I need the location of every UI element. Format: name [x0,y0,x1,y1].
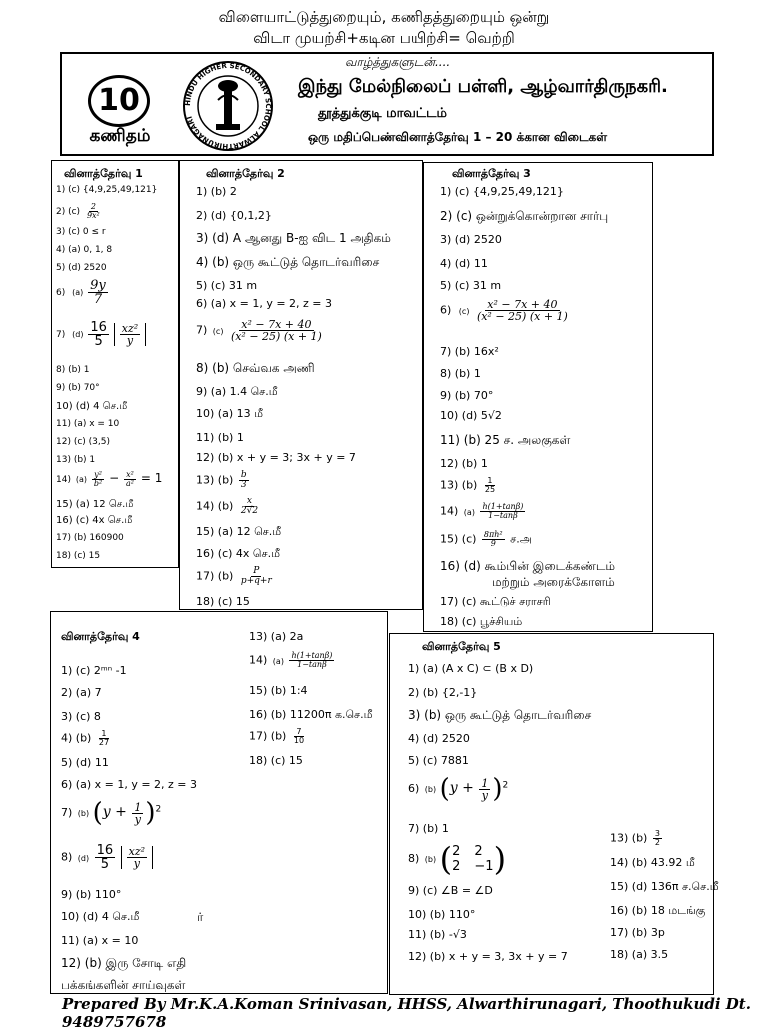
list-item: 3) (c) 8 [61,710,101,723]
list-item: 16) (b) 18 மடங்கு [610,904,706,917]
list-item: 8) (b) 1 [56,365,90,375]
footer-credit: Prepared By Mr.K.A.Koman Srinivasan, HHSS, Alwarthirunagari, Thoothukudi Dt. 9489757678 [62,995,751,1031]
test-5-box [389,633,719,995]
seal-text: HINDU HIGHER SECONDARY SCHOOL ALWARTHIRUNAGARI [183,61,273,151]
matrix: 2 2 2 −1 [452,844,494,874]
list-item: 10) (a) 13 மீ [196,407,263,420]
list-item: 10) (d) 4 செ.மீ [61,910,140,923]
subject-label: கணிதம் [89,126,151,146]
test-1-title: வினாத்தேர்வு 1 [64,167,143,180]
list-item: 9) (c) ∠B = ∠D [408,884,493,897]
list-item: 18) (c) 15 [56,551,101,561]
list-item: 4) (d) 11 [440,257,488,270]
list-item: 8) (b) ( 2 2 2 −1 ) [408,840,507,878]
list-item: 2) (b) {2,-1} [408,686,478,699]
list-item: 5) (c) 7881 [408,754,469,767]
test-3-box [423,162,653,632]
list-item: 13) (a) 2a [249,630,304,643]
list-item: 18) (c) பூச்சியம் [440,615,523,628]
list-item: 3) (c) 0 ≤ r [56,227,106,237]
list-item: 1) (b) 2 [196,185,237,198]
list-item: 17) (c) கூட்டுச் சராசரி [440,595,551,608]
list-item: 2) (c) ஒன்றுக்கொன்றான சார்பு [440,209,609,223]
list-item: 1) (c) {4,9,25,49,121} [56,185,158,195]
list-item: 14) (a) $\frac{h(1+\tan\beta)}{1-\tan\beta}$ [440,502,524,520]
list-item: 13) (b) 1 [56,455,96,465]
test-1-box [51,160,179,568]
list-item: 16) (b) 11200π க.செ.மீ [249,708,373,721]
district-name: தூத்துக்குடி மாவட்டம் [318,106,447,121]
list-item: 12) (b) 1 [440,457,488,470]
list-item: 12) (c) (3,5) [56,437,110,447]
list-item: 13) (b) $\frac{b}{3}$ [196,470,247,490]
list-item: 2) (d) {0,1,2} [196,209,272,222]
list-item: 6) (a) $\frac{9y}{7}$ [56,278,106,307]
list-item: 17) (b) $\frac{P}{p+q+r}$ [196,566,272,586]
test-2-box [179,160,423,610]
list-item: 1) (a) (A x C) ⊂ (B x D) [408,662,534,675]
test-2-title: வினாத்தேர்வு 2 [206,167,285,180]
list-item: 15) (d) 136π ச.செ.மீ [610,880,719,893]
list-item: 5) (c) 31 m [440,279,502,292]
list-item: 18) (a) 3.5 [610,948,669,961]
list-item: 14) (a) $\frac{h(1+\tan\beta)}{1-\tan\beta}$ [249,651,333,669]
list-item: 4) (d) 2520 [408,732,470,745]
motto-line-1: விளையாட்டுத்துறையும், கணிதத்துறையும் ஒன்று [218,8,550,26]
test-3-title: வினாத்தேர்வு 3 [452,167,531,180]
list-item: 4) (b) $\frac{1}{27}$ [61,729,110,747]
list-item: 17) (b) $\frac{7}{10}$ [249,727,305,745]
list-item: 5) (c) 31 m [196,279,258,292]
list-item: 9) (b) 110° [61,888,122,901]
list-item: 15) (c) $\frac{\text{8πh²}}{9}$ ச.அ [440,530,532,548]
list-item: 6) (c) $\frac{\text{x² − 7x + 40}}{\text{(x² − 25) (x + 1)}}$ [440,298,568,323]
list-item: 14) (b) $\frac{x}{2√2}$ [196,496,259,516]
list-item: 8) (d) $\frac{16}{5}$ $\frac{\text{xz²}}{y}$ [61,844,153,871]
list-item: 7) (b) (y + $\frac{1}{y}$ )$^2$ [61,798,162,828]
list-item: 3) (d) A ஆனது B-ஐ விட 1 அதிகம் [196,231,391,245]
list-item: 13) (b) $\frac{3}{2}$ [610,829,660,847]
list-item: 5) (d) 2520 [56,263,107,273]
list-item: 8) (b) செவ்வக அணி [196,361,315,375]
list-item: 10) (d) 4 செ.மீ [56,401,128,412]
list-item: மற்றும் அரைக்கோளம் [492,575,615,589]
list-item: 17) (b) 160900 [56,533,124,543]
list-item: 2) (c) $\frac{2}{\text{9x²}}$ [56,202,100,220]
list-item: 9) (a) 1.4 செ.மீ [196,385,278,398]
list-item: 18) (c) 15 [249,754,303,767]
test-4-box [50,611,388,994]
list-item: 6) (a) x = 1, y = 2, z = 3 [196,297,333,310]
list-item: 11) (b) 25 ச. அலகுகள் [440,433,571,447]
list-item: 16) (c) 4x செ.மீ [56,515,133,526]
list-item: 6) (b) (y + $\frac{1}{y}$ )$^2$ [408,774,509,804]
stray-mark: ர் [197,910,204,924]
list-item: 1) (c) 2ᵐⁿ -1 [61,664,127,677]
list-item: 11) (b) 1 [196,431,244,444]
list-item: 18) (c) 15 [196,595,250,608]
test-4-title: வினாத்தேர்வு 4 [61,630,140,643]
list-item: 4) (a) 0, 1, 8 [56,245,113,255]
list-item: 7) (b) 16x² [440,345,499,358]
list-item: 9) (b) 70° [440,389,494,402]
list-item: 8) (b) 1 [440,367,481,380]
grade-badge: 10 [88,75,150,127]
list-item: 11) (a) x = 10 [61,934,139,947]
list-item: 15) (a) 12 செ.மீ [196,525,282,538]
list-item: 9) (b) 70° [56,383,100,393]
list-item: 16) (c) 4x செ.மீ [196,547,280,560]
list-item: 6) (a) x = 1, y = 2, z = 3 [61,778,198,791]
list-item: 17) (b) 3p [610,926,665,939]
list-item: 10) (d) 5√2 [440,409,502,422]
list-item: 15) (b) 1:4 [249,684,308,697]
school-name: இந்து மேல்நிலைப் பள்ளி, ஆழ்வார்திருநகரி. [298,76,668,97]
list-item: 14) (b) 43.92 மீ [610,856,695,869]
list-item: 5) (d) 11 [61,756,109,769]
list-item: 12) (b) இரு சோடி எதி [61,956,187,970]
list-item: 12) (b) x + y = 3; 3x + y = 7 [196,451,356,464]
list-item: பக்கங்களின் சாய்வுகள் [61,978,186,992]
list-item: 11) (a) x = 10 [56,419,120,429]
list-item: 12) (b) x + y = 3, 3x + y = 7 [408,950,568,963]
answer-key-title: ஒரு மதிப்பெண்வினாத்தேர்வு 1 – 20 க்கான விடைகள் [308,130,608,144]
list-item: 7) (d) $\frac{16}{5}$ $\frac{\text{xz²}}{y}$ [56,321,146,348]
list-item: 3) (d) 2520 [440,233,502,246]
list-item: 2) (a) 7 [61,686,102,699]
school-seal-icon [180,60,276,152]
list-item: 14) (a) $\frac{\text{y²}}{\text{b²}}$ − $\frac{\text{x²}}{\text{a²}}$ = 1 [56,470,163,488]
wish-text: வாழ்த்துகளுடன்.... [345,55,451,69]
list-item: 15) (a) 12 செ.மீ [56,499,134,510]
list-item: 3) (b) ஒரு கூட்டுத் தொடர்வரிசை [408,708,592,722]
list-item: 4) (b) ஒரு கூட்டுத் தொடர்வரிசை [196,255,380,269]
test-5-title: வினாத்தேர்வு 5 [422,640,501,653]
list-item: 11) (b) -√3 [408,928,467,941]
list-item: 7) (b) 1 [408,822,449,835]
list-item: 16) (d) கூம்பின் இடைக்கண்டம் [440,559,616,573]
list-item: 1) (c) {4,9,25,49,121} [440,185,564,198]
list-item: 13) (b) $\frac{1}{25}$ [440,476,496,494]
list-item: 10) (b) 110° [408,908,476,921]
motto-line-2: விடா முயற்சி+கடின பயிற்சி= வெற்றி [253,29,515,47]
list-item: 7) (c) $\frac{\text{x² − 7x + 40}}{\text{(x² − 25) (x + 1)}}$ [196,318,322,343]
